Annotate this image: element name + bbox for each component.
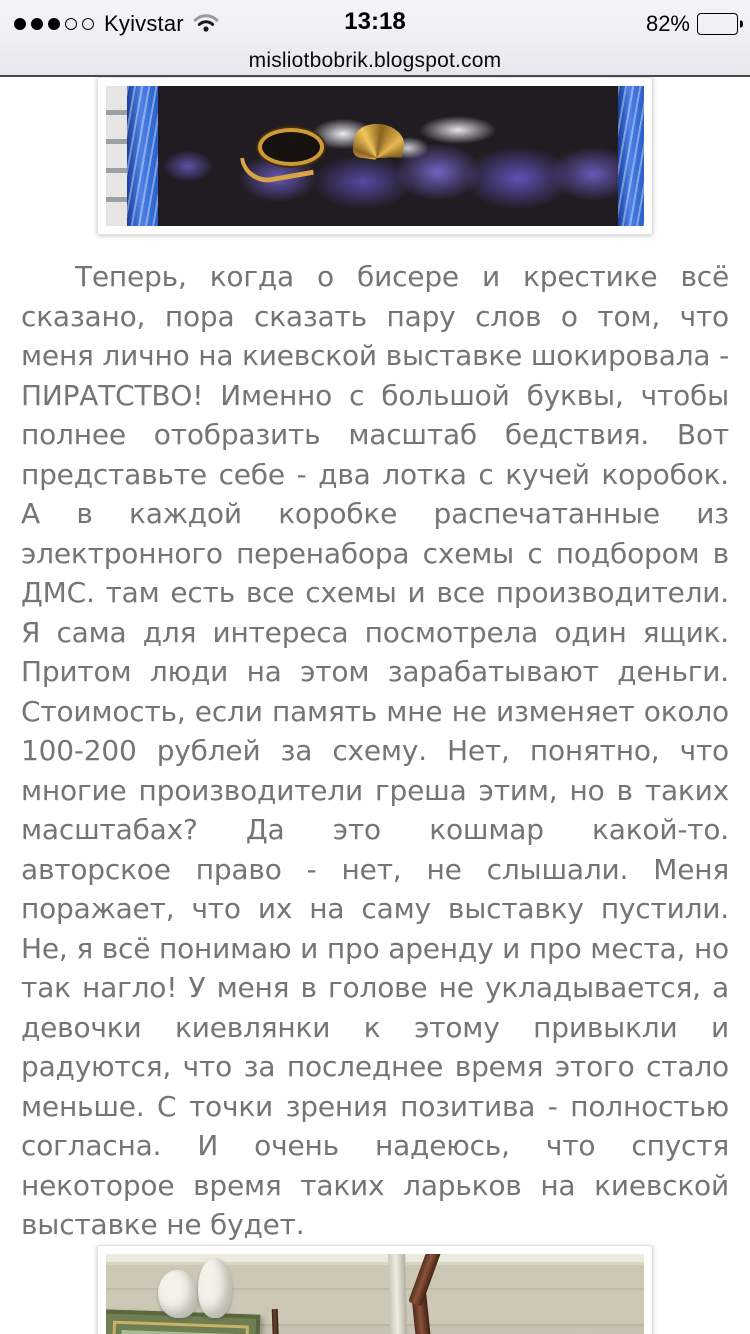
photo-blue-frame-left (127, 86, 158, 226)
signal-dot-filled (14, 18, 26, 30)
post-paragraph: Теперь, когда о бисере и крестике всё сказано, пора сказать пару слов о том, что меня лично на киевской выставке шокировала - ПИРАТСТВО! Именно с большой буквы, чтобы полнее отобразить масштаб бедствия. Вот представьте себе - два лотка с кучей коробок. А в каждой коробке распечатанные из электронного перенабора схемы с подбором в ДМС. там есть все схемы и все производители. Я сама для интереса посмотрела один ящик. Притом люди на этом зарабатывают деньги. Стоимость, если память мне не изменяет около 100-200 рублей за схему. Нет, понятно, что многие производители греша этим, но в таких масштабах? Да это кошмар какой-то. авторское право - нет, не слышали. Меня поражает, что их на саму выставку пустили. Не, я всё понимаю и про аренду и про места, но так нагло! У меня в голове не укладывается, а девочки киевлянки к этому привыкли и радуются, что за последнее время этого стало меньше. С точки зрения позитива - полностью согласна. И очень надеюсь, что спустя некоторое время таких ларьков на киевской выставке не будет. (21, 260, 729, 1241)
battery-status (646, 11, 738, 37)
signal-dot-empty (82, 18, 94, 30)
blog-post-page (0, 77, 750, 1334)
url-text: misliotbobrik.blogspot.com (248, 48, 502, 72)
signal-dot-filled (31, 18, 43, 30)
photo-blue-frame-right (618, 86, 644, 226)
clock: 13:18 (344, 8, 406, 35)
photo-wall-highlight (444, 1284, 644, 1334)
wifi-icon (193, 13, 219, 37)
battery-tip (740, 21, 743, 28)
battery-icon (697, 13, 738, 35)
exhibition-hall-photo (106, 1254, 644, 1334)
photo-background-shelf (106, 86, 129, 226)
battery-percent-label: 82% (645, 11, 690, 36)
cell-signal-icon (14, 18, 94, 30)
photo-plaster-ornament (158, 1270, 198, 1318)
cross-stitch-artwork-photo (106, 86, 644, 226)
url-bar[interactable] (0, 44, 750, 77)
signal-dot-empty (65, 18, 77, 30)
safari-top-bar (0, 0, 750, 77)
post-image-top[interactable] (97, 77, 653, 235)
signal-dot-filled (48, 18, 60, 30)
status-bar (0, 0, 750, 44)
photo-plaster-ornament (198, 1258, 232, 1318)
photo-dark-canvas (158, 86, 618, 226)
carrier-label: Kyivstar (104, 11, 184, 36)
post-image-bottom[interactable] (97, 1245, 653, 1334)
